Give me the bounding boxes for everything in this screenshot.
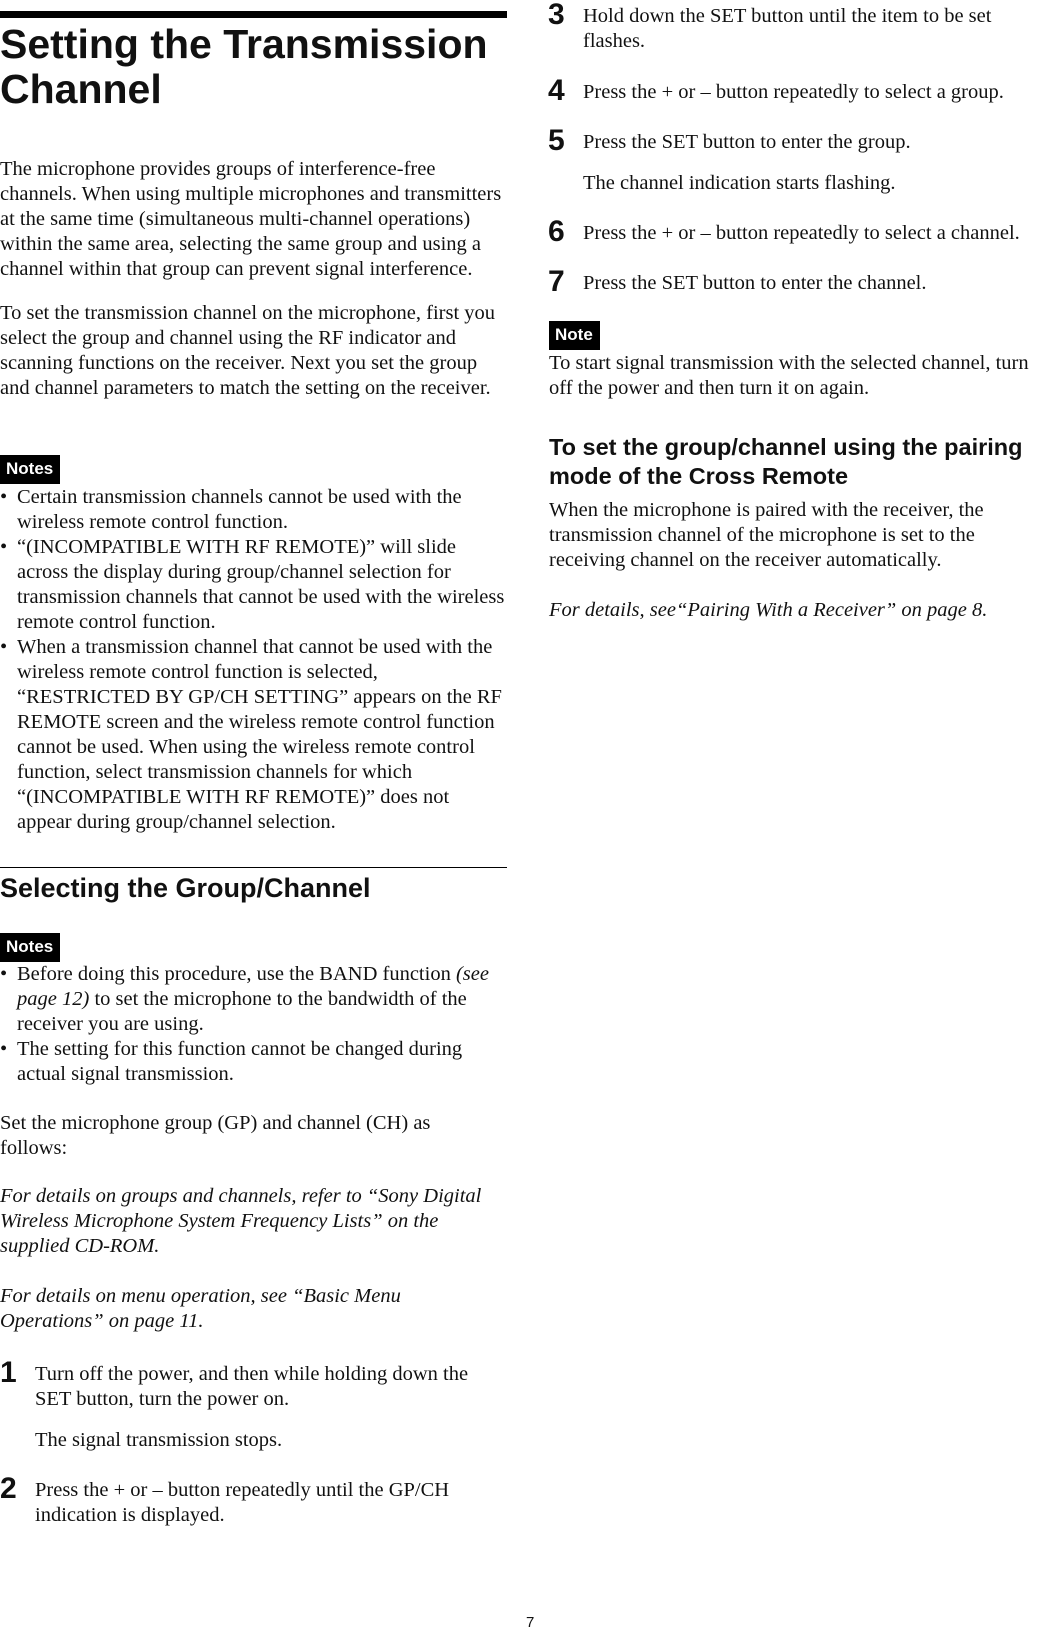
reference-text: For details on groups and channels, refer to “Sony Digital Wireless Microphone System Frequency Lists” on the supplied CD-ROM. <box>0 1185 482 1257</box>
step-text: Press the SET button to enter the group. <box>583 131 911 153</box>
list-item: • Certain transmission channels cannot be used with the wireless remote control function. <box>0 485 505 535</box>
notes-label: Notes <box>0 455 60 484</box>
list-item <box>0 962 505 1037</box>
step-4 <box>548 74 1052 107</box>
step-7 <box>548 265 1052 298</box>
note-text: to set the microphone to the bandwidth of the receiver you are using. <box>17 988 467 1035</box>
notes-list <box>0 485 505 835</box>
page-title: Setting the Transmission Channel <box>0 21 488 112</box>
intro-paragraph-2: To set the transmission channel on the microphone, first you select the group and channel using the RF indicator and scanning functions on the receiver. Next you set the group and channel parameters to match the setting on the receiver. <box>0 302 496 399</box>
step-number: 2 <box>0 1472 17 1505</box>
step-text: Turn off the power, and then while holding down the SET button, turn the power on. <box>35 1363 469 1410</box>
step-number: 6 <box>548 215 565 248</box>
step-text: Press the + or – button repeatedly to select a channel. <box>583 222 1020 244</box>
intro-paragraph-1: The microphone provides groups of interference-free channels. When using multiple microphones and transmitters at the same time (simultaneous multi-channel operations) within the same area, selecting the same group and using a channel within that group can prevent signal interference. <box>0 158 502 280</box>
list-item: • When a transmission channel that cannot be used with the wireless remote control function is selected, “RESTRICTED BY GP/CH SETTING” appears on the RF REMOTE screen and the wireless remote control function cannot be used. When using the wireless remote control function, select transmission channels for which “(INCOMPATIBLE WITH RF REMOTE)” does not appear during group/channel selection. <box>0 635 505 835</box>
step-text: Hold down the SET button until the item to be set flashes. <box>583 5 992 52</box>
notes-list <box>0 962 505 1087</box>
step-number: 7 <box>548 265 565 298</box>
step-text: Press the + or – button repeatedly until the GP/CH indication is displayed. <box>35 1479 450 1526</box>
step-result: The signal transmission stops. <box>35 1429 283 1451</box>
instruction-text: Set the microphone group (GP) and channel (CH) as follows: <box>0 1112 431 1159</box>
notes-badge <box>0 933 60 962</box>
step-5 <box>548 124 1052 196</box>
step-number: 4 <box>548 74 565 107</box>
step-3 <box>548 0 1052 54</box>
step-6 <box>548 215 1052 248</box>
step-text: Press the + or – button repeatedly to select a group. <box>583 81 1004 103</box>
pairing-text: When the microphone is paired with the receiver, the transmission channel of the microphone is set to the receiving channel on the receiver automatically. <box>549 499 984 571</box>
note-text: To start signal transmission with the selected channel, turn off the power and then turn it on again. <box>549 352 1029 399</box>
subsection-heading: To set the group/channel using the pairing mode of the Cross Remote <box>549 434 1023 489</box>
reference-text: For details on menu operation, see “Basic Menu Operations” on page 11. <box>0 1285 401 1332</box>
step-1 <box>0 1356 507 1453</box>
list-item: • “(INCOMPATIBLE WITH RF REMOTE)” will slide across the display during group/channel selection for transmission channels that cannot be used with the wireless remote control function. <box>0 535 505 635</box>
step-text: Press the SET button to enter the channel. <box>583 272 927 294</box>
step-number: 5 <box>548 124 565 157</box>
note-label: Note <box>549 321 600 350</box>
notes-label: Notes <box>0 933 60 962</box>
step-number: 1 <box>0 1356 17 1389</box>
page-number: 7 <box>526 1614 535 1631</box>
reference-text: For details, see“Pairing With a Receiver” on page 8. <box>549 599 988 621</box>
step-number: 3 <box>548 0 565 31</box>
list-item: • The setting for this function cannot be changed during actual signal transmission. <box>0 1037 505 1087</box>
step-2 <box>0 1472 507 1528</box>
section-divider <box>0 867 507 868</box>
notes-badge <box>0 455 60 484</box>
note-badge <box>549 321 600 350</box>
step-result: The channel indication starts flashing. <box>583 172 896 194</box>
note-text: Before doing this procedure, use the BAND function <box>17 963 456 985</box>
title-rule <box>0 11 507 18</box>
section-heading: Selecting the Group/Channel <box>0 873 371 903</box>
page-reference-link[interactable]: (see page 12) <box>17 963 489 1010</box>
